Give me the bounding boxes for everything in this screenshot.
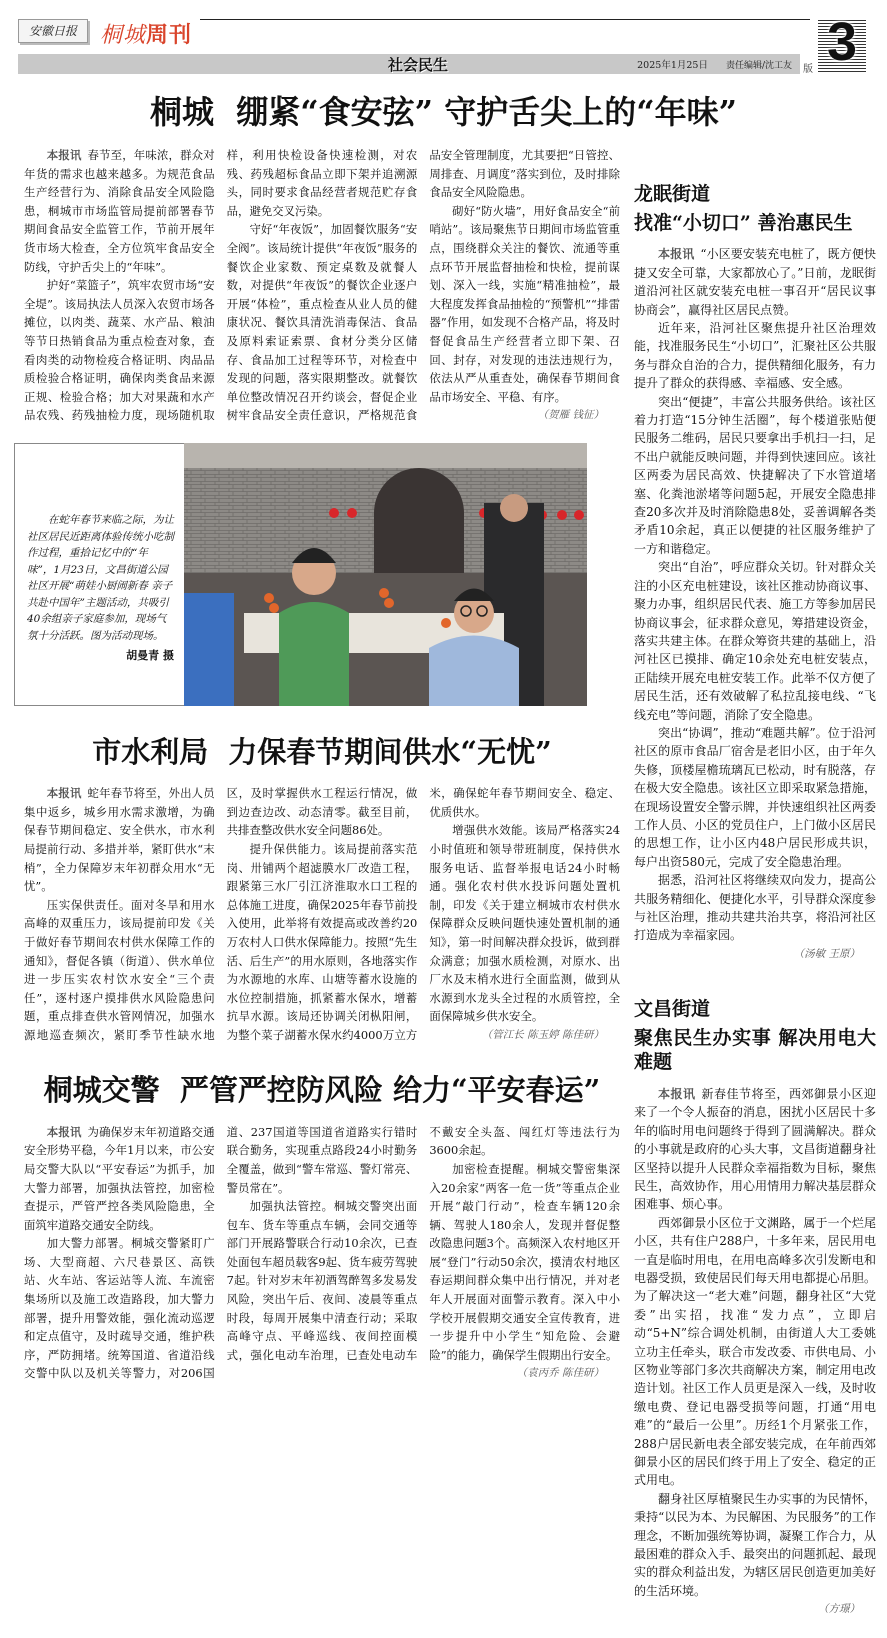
paragraph: 加强执法管控。桐城交警突出面包车、货车等重点车辆，会同交通等部门开展路警联合行动10余次，已查处面包车超员载客9起、货车疲劳驾驶7起。针对岁末年初酒驾醉驾多发易发风险，突出午后、夜间、凌晨等重点时段，每周开展集中清查行动；采取高峰守点、平峰巡线、夜间控面模式，强化电动车治理，已查处电动车不戴安全头盔、闯红灯等违法行为3600余起。	[226, 1124, 620, 1362]
paragraph: 加密检查提醒。桐城交警密集深入20余家“两客一危一货”等重点企业开展“敲门行动”，检查车辆120余辆、驾驶人180余人，发现并督促整改隐患问题3个。高频深入农村地区开展“登门”行动50余次，摸清农村地区春运期间群众集中出行情况，并对老年人开展面对面警示教育。深入中小学校开展假期交通安全宣传教育，进一步提升中小学生“知危险、会避险”的能力，确保学生假期出行安全。	[429, 1161, 620, 1362]
paragraph: 近年来，沿河社区聚焦提升社区治理效能，找准服务民生“小切口”，汇聚社区公共服务与群众自治的合力，提供精细化服务，有力提升了群众的获得感、幸福感、安全感。	[634, 321, 876, 391]
anhui-daily-logo: 安徽日报	[18, 19, 88, 43]
editor-credit: 责任编辑/沈工友	[725, 60, 792, 71]
byline: （汤敏 王原）	[793, 947, 860, 960]
paragraph: 本报讯 新春佳节将至，西郊御景小区迎来了一个令人振奋的消息，困扰小区居民十多年的临时用电问题终于得到了圆满解决。群众的小事就是政府的心头大事，文昌街道翻身社区坚持以提升人民群众幸福指数为目标，聚焦民生，高效协作，用心用情用力解决基层群众困难事、烦心事。	[634, 1086, 876, 1212]
byline: （贺雁 钱征）	[537, 409, 604, 422]
paragraph: 压实保供责任。面对冬旱和用水高峰的双重压力，该局提前印发《关于做好春节期间农村供水保障工作的通知》，督促各镇（街道）、供水单位进一步压实农村饮水安全“三个责任”，逐村逐户摸排供水风险隐患问题，重点排查供水管网情况，加强水源地巡查频次，紧盯季节性缺水地区，及时掌握供水工程运行情况，做到边查边改、动态清零。截至目前，共排查整改供水安全问题86处。	[24, 786, 418, 1042]
page-layout	[0, 146, 887, 1638]
caption-text: 在蛇年春节来临之际，为让社区居民近距离体验传统小吃制作过程，重拾记忆中的“年味”，1月23日，文昌街道公园社区开展“萌娃小厨闹新春 亲子共赴中国年”主题活动，共吸引40余组亲子家庭参加，现场气氛十分活跃。图为活动现场。	[27, 514, 174, 642]
masthead-rule	[200, 19, 810, 20]
arch-doorway	[374, 468, 464, 573]
byline: （方璟）	[818, 1603, 860, 1616]
paragraph: 提升保供能力。该局提前落实范岗、卅铺两个超滤膜水厂改造工程，跟紧第三水厂引江济淮取水口工程的总体施工进度，确保2025年春节前投入使用，此举将有效提高或改善约20万农村人口供水保障能力。按照“先生活、后生产”的用水原则，各地落实作为水源地的水库、山塘等蓄水设施的水位控制措施，抓紧蓄水保水，增蓄抗旱水源。该局还协调关闭枞阳闸，为整个菜子湖蓄水保水约4000万立方米，确保蛇年春节期间安全、稳定、优质供水。	[226, 786, 620, 1042]
page-number: 3	[826, 12, 858, 72]
article-food-safety	[24, 146, 620, 425]
paragraph: 突出“自治”，呼应群众关切。针对群众关注的小区充电桩建设，该社区推动协商议事、聚力办事，组织居民代表、施工方等参加居民协商议事会，征求群众意见，筹措建设资金，落实共建主体。在群众筹资共建的基础上，沿河社区已摸排、确定10余处充电桩安装点，正陆续开展充电桩安装工作。此举不仅方便了居民生活，还有效破解了私拉乱接电线、“飞线充电”等问题，消除了安全隐患。	[634, 560, 876, 722]
headline-food-safety: 桐城 绷紧“食安弦” 守护舌尖上的“年味”	[149, 93, 738, 131]
tongcheng-weekly-logo	[100, 18, 192, 49]
paragraph: 加大警力部署。桐城交警紧盯广场、大型商超、六尺巷景区、高铁站、火车站、客运站等人流、车流密集场所以及施工改造路段，加大警力部署，提升用警效能，强化流动巡逻和定点值守，及时疏导交通，维护秩序，严防拥堵。统筹国道、省道沿线交警中队以及机关等警力，对206国道、237国道等国道省道路实行错时联合勤务，实现重点路段24小时勤务全覆盖，做到“警车常巡、警灯常亮、警员常在”。	[24, 1124, 418, 1381]
lead-tag: 本报讯	[658, 1086, 696, 1101]
photo-caption	[14, 443, 184, 706]
paragraph: 突出“便捷”，丰富公共服务供给。该社区着力打造“15分钟生活圈”，每个楼道张贴便民服务二维码，居民只要拿出手机扫一扫，足不出户就能反映问题，并得到快速回应。该社区两委为居民高效、快捷解决了下水管道堵塞、化粪池淤堵等问题5起，开展安全隐患排查20多次并及时消除隐患8处，妥善调解各类矛盾10余起，真正以便捷的社区服务维护了一方和谐稳定。	[634, 394, 876, 556]
paragraph: 翻身社区厚植聚民生办实事的为民情怀，秉持“以民为本、为民解困、为民服务”的工作理念，不断加强统筹协调，凝聚工作合力，从最困难的群众入手、最突出的问题抓起、最现实的群众利益出发，为辖区居民创造更加美好的生活环境。	[634, 1491, 876, 1598]
paragraph: 本报讯 为确保岁末年初道路交通安全形势平稳，今年1月以来，市公安局交警大队以“平安春运”为抓手，加大警力部署，加强执法管控，加密检查提示，严管严控各类风险隐患，全面筑牢道路交通安全防线。	[24, 1124, 215, 1232]
photo-credit: 胡曼青 摄	[126, 649, 174, 663]
byline: （管江长 陈玉婷 陈佳研）	[481, 1028, 604, 1041]
page-label: 版	[803, 64, 813, 75]
issue-date: 2025年1月25日	[637, 60, 708, 71]
masthead	[0, 0, 887, 84]
paragraph: 砌好“防火墙”，用好食品安全“前哨站”。该局聚焦节日期间市场监管重点，围绕群众关注的餐饮、流通等重点环节开展监督抽检和快检，提前谋划、深入一线，实施“精准抽检”，最大程度发挥食品抽检的“预警机”“排雷器”作用，如发现不合格产品，将及时督促食品生产经营者立即下架、召回、封存，对发现的违法违规行为，依法从严从重查处，确保春节期间食品市场安全、平稳、有序。	[429, 203, 620, 404]
brand-weekly: 周刊	[146, 22, 193, 48]
article-water-supply	[24, 784, 620, 1044]
news-photo	[184, 443, 587, 706]
paragraph: 西郊御景小区位于文渊路，属于一个烂尾小区，共有住户288户，十多年来，居民用电一直是临时用电，在用电高峰多次引发断电和电器受损，致使居民们每天用电都提心吊胆。为了解决这一“老大难”问题，翻身社区“大党委”出实招，找准“发力点”，立即启动“5+N”综合调处机制，由街道人大工委姚立功主任牵头，联合市发改委、市供电局、小区物业等部门多次共商解决方案，制定用电改造计划。社区工作人员更是深入一线，及时收缴电费、登记电器受损等问题，打通“用电难”的“最后一公里”。历经1个月紧张工作，288户居民新电表全部安装完成，在年前西郊御景小区的居民们终于用上了安全、稳定的正式用电。	[634, 1215, 876, 1488]
byline: （袁丙乔 陈佳研）	[516, 1367, 604, 1380]
sidebar-subtitle: 聚焦民生办实事 解决用电大难题	[634, 1026, 876, 1074]
child-blue-coat	[429, 635, 519, 706]
child-green-coat	[279, 602, 349, 706]
lead-tag: 本报讯	[46, 786, 82, 801]
lead-tag: 本报讯	[46, 1124, 82, 1139]
paragraph: 守好“年夜饭”，加固餐饮服务“安全阀”。该局统计提供“年夜饭”服务的餐饮企业家数、预定桌数及就餐人数，对提供“年夜饭”的餐饮企业逐户开展“体检”，重点检查从业人员的健康状况、餐饮具清洗消毒保洁、食品及原料索证索票、食材分类分区储存、食品加工过程等环节，对检查中发现的问题，落实限期整改。就餐饮单位整改情况召开约谈会，督促企业树牢食品安全责任意识，严格规范食品安全管理制度，尤其要把“日管控、周排查、月调度”落实到位，及时排除食品安全风险隐患。	[226, 148, 620, 423]
paragraph: 本报讯 “小区要安装充电桩了，既方便快捷又安全可靠，大家都放心了。”日前，龙眠街道沿河社区就安装充电桩一事召开“居民议事协商会”，赢得社区居民点赞。	[634, 247, 876, 317]
sidebar-subtitle: 找准“小切口” 善治惠民生	[634, 211, 853, 234]
paragraph: 护好“菜篮子”，筑牢农贸市场“安全堤”。该局执法人员深入农贸市场各摊位，以肉类、蔬菜、水产品、粮油等节日热销食品为重点检查对象，查看肉类的动物检疫合格证明、肉品品质检验合格证明，确保肉类食品来源正规、检验合格；加大对果蔬和水产品农残、药残抽检力度，现场随机取样，利用快检设备快速检测，对农残、药残超标食品立即下架并追溯源头，同时要求食品经营者规范贮存食品，避免交叉污染。	[24, 148, 418, 423]
sidebar-title: 龙眠街道	[634, 183, 711, 205]
sidebar-column	[634, 146, 876, 1618]
sidebar-longmian	[634, 182, 876, 963]
paragraph: 增强供水效能。该局严格落实24小时值班和领导带班制度，保持供水服务电话、监督举报电话24小时畅通。强化农村供水投诉问题处置机制，印发《关于建立桐城市农村供水保障群众反映问题快速处置机制的通知》，第一时间解决群众投诉，做到群众满意；加强水质检测，对原水、出厂水及末梢水进行全面监测，做到从水源到水龙头全过程的水质管控，全面保障城乡供水安全。	[429, 823, 620, 1024]
person-blue	[184, 593, 234, 706]
paragraph: 本报讯 春节至，年味浓，群众对年货的需求也越来越多。为规范食品生产经营行为、消除食品安全风险隐患，桐城市市场监管局提前部署春节期间食品安全监管工作，节前开展年货市场大检查，全方位筑牢食品安全防线，守护舌尖上的“年味”。	[24, 148, 215, 274]
section-band	[18, 54, 800, 74]
main-column	[24, 146, 620, 1383]
section-title: 社会民生	[388, 55, 449, 74]
paragraph: 本报讯 蛇年春节将至，外出人员集中返乡，城乡用水需求激增，为确保春节期间稳定、安全供水，市水利局提前行动、多措并举，紧盯供水“末梢”，全力保障岁末年初群众用水“无忧”。	[24, 786, 215, 894]
paragraph: 突出“协调”，推动“难题共解”。位于沿河社区的原市食品厂宿舍是老旧小区，由于年久失修，顶楼屋檐琉璃瓦已松动，时有脱落，存在极大安全隐患。该社区立即采取紧急措施，在现场设置安全警示牌，并快速组织社区两委工作人员、小区的党员住户，上门做小区居民的思想工作，让小区内48户居民形成共识，每户出资580元，完成了安全隐患治理。	[634, 725, 876, 869]
lead-tag: 本报讯	[46, 148, 82, 162]
photo-block	[14, 443, 620, 706]
page-number-badge	[818, 12, 866, 74]
article-traffic-police	[24, 1123, 620, 1383]
brand-city: 桐城	[100, 23, 147, 48]
sidebar-title: 文昌街道	[634, 997, 711, 1020]
photo-illustration	[184, 443, 587, 706]
paragraph: 据悉，沿河社区将继续双向发力，提高公共服务精细化、便捷化水平，引导群众深度参与社区治理，推动共建共治共享，将沿河社区打造成为幸福家园。	[634, 873, 876, 943]
sidebar-wenchang	[634, 997, 876, 1618]
headline-water-supply: 市水利局 力保春节期间供水“无忧”	[92, 734, 552, 769]
lead-tag: 本报讯	[658, 247, 695, 262]
headline-traffic-police: 桐城交警 严管严控防风险 给力“平安春运”	[43, 1073, 601, 1108]
